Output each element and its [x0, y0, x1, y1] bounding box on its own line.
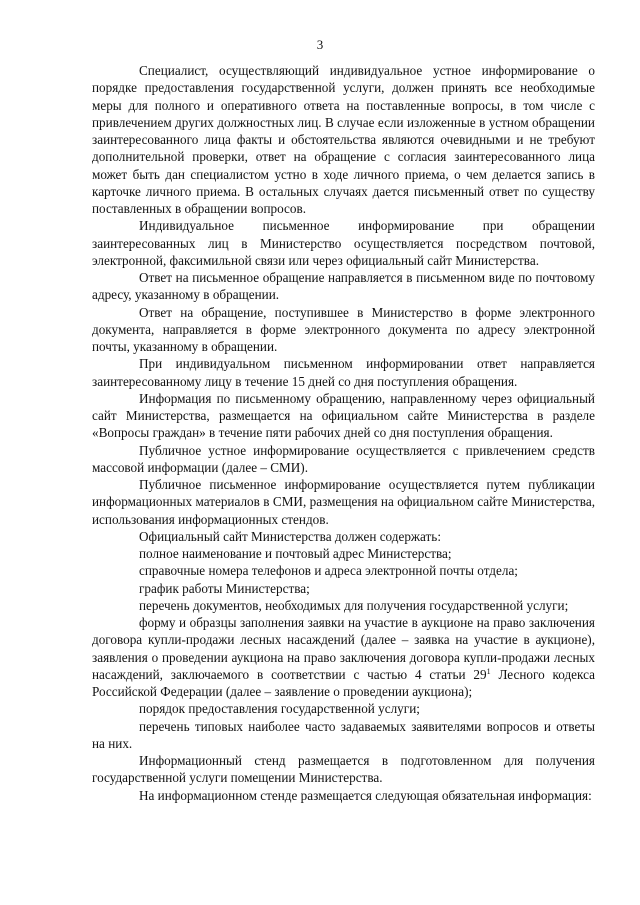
article-superscript: 1 [486, 666, 491, 676]
list-item-service-procedure: порядок предоставления государственной услуги; [139, 701, 420, 717]
page-number: 3 [316, 37, 324, 52]
paragraph-public-oral: Публичное устное информирование осуществляется с привлечением средств массовой информации (далее – СМИ). [92, 442, 595, 475]
list-item-phones-email: справочные номера телефонов и адреса электронной почты отдела; [139, 563, 518, 579]
list-item-documents-list: перечень документов, необходимых для получения государственной услуги; [139, 597, 569, 613]
list-item-name-address: полное наименование и почтовый адрес Министерства; [139, 546, 452, 561]
list-item-application-forms: форму и образцы заполнения заявки на участие в аукционе на право заключения договора купли-продажи лесных насаждений (далее – заявка на участие в аукционе), заявления о проведении аукциона на право заключения договора купли-продажи лесных насаждений, заключаемого в соответствии с частью 4 статьи $29^1$ Лесного кодекса Российской Федерации (далее – заявление о проведении аукциона); [92, 615, 595, 699]
paragraph-oral-informing-procedure: Специалист, осуществляющий индивидуальное устное информирование о порядке предоставления государственной услуги, должен принять все необходимые меры для полного и оперативного ответа на поставленные вопросы, в том числе с привлечением других должностных лиц. В случае если изложенные в устном обращении заинтересованного лица факты и обстоятельства являются очевидными и не требуют дополнительной проверки, ответ на обращение с согласия заинтересованного лица может быть дан специалистом устно в ходе личного приема, о чем делается запись в карточке личного приема. В остальных случаях дается письменный ответ по существу поставленных в обращении вопросов. [92, 63, 595, 216]
paragraph-website-questions: Информация по письменному обращению, направленному через официальный сайт Министерства, размещается на официальном сайте Министерства в разделе «Вопросы граждан» в течение пяти рабочих дней со дня поступления обращения. [92, 390, 595, 441]
paragraph-written-reply: Ответ на письменное обращение направляется в письменном виде по почтовому адресу, указанному в обращении. [92, 270, 595, 303]
paragraph-electronic-reply: Ответ на обращение, поступившее в Министерство в форме электронного документа, направляется в форме электронного документа по адресу электронной почты, указанному в обращении. [92, 304, 595, 354]
paragraph-written-informing: Индивидуальное письменное информирование при обращении заинтересованных лиц в Министерство осуществляется посредством почтовой, электронной, факсимильной связи или через официальный сайт Министерства. [92, 218, 595, 268]
list-item-work-schedule: график работы Министерства; [139, 580, 310, 596]
paragraph-website-contents: Официальный сайт Министерства должен содержать: [139, 528, 441, 544]
paragraph-info-stand: Информационный стенд размещается в подготовленном для получения государственной услуги помещении Министерства. [92, 753, 595, 786]
paragraph-stand-mandatory-info: На информационном стенде размещается следующая обязательная информация: [139, 787, 592, 803]
paragraph-reply-deadline: При индивидуальном письменном информировании ответ направляется заинтересованному лицу в течение 15 дней со дня поступления обращения. [92, 356, 595, 389]
paragraph-public-written: Публичное письменное информирование осуществляется путем публикации информационных материалов в СМИ, размещения на официальном сайте Министерства, использования информационных стендов. [92, 477, 595, 527]
list-item-faq: перечень типовых наиболее часто задаваемых заявителями вопросов и ответы на них. [92, 718, 595, 751]
document-body [92, 62, 595, 804]
